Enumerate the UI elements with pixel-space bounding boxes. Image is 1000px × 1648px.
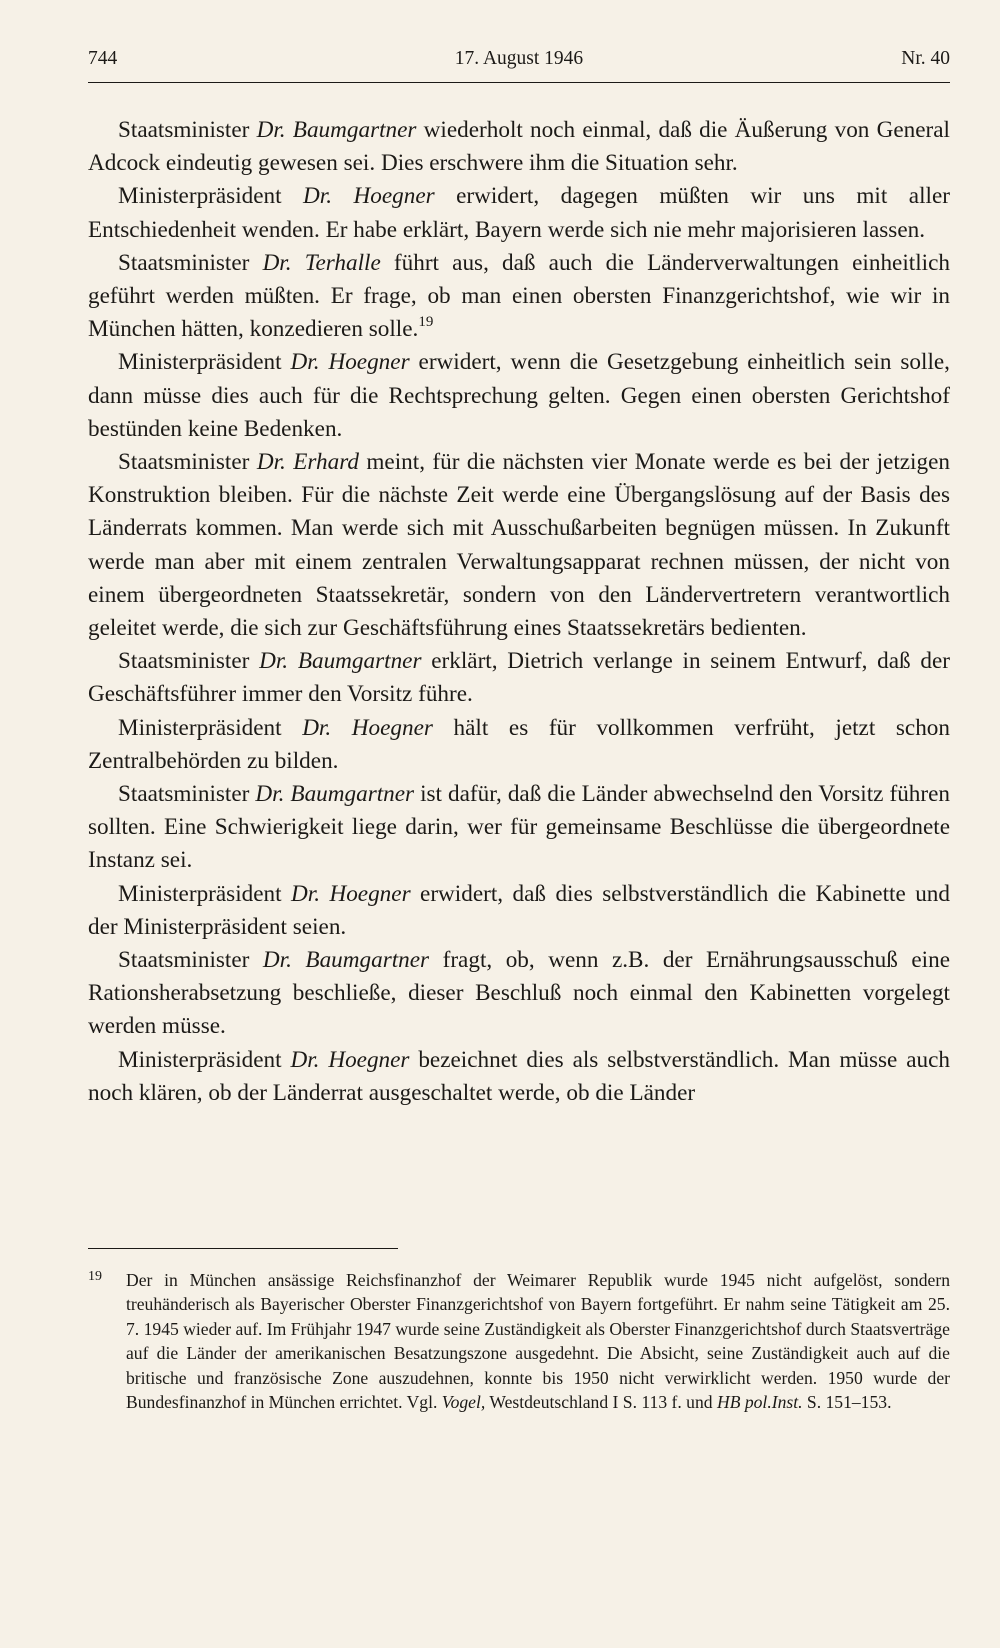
paragraph	[88, 645, 950, 711]
speaker-name: Dr. Baumgartner	[262, 947, 430, 974]
footnote-text-part: Der in München ansässige Reichsfinanzhof der Weimarer Republik wurde 1945 nicht aufgelöst, sondern treuhänderisch als Bayerischer Oberster Finanzgerichtshof von Bayern fortgeführt. Er nahm seine Tätigkeit am 25. 7. 1945 wieder auf. Im Frühjahr 1947 wurde seine Zuständigkeit als Oberster Finanzgerichtshof durch Staatsverträge auf die Länder der amerikanischen Besatzungszone ausgedehnt. Die Absicht, seine Zuständigkeit auch auf die britische und französische Zone auszudehnen, konnte bis 1950 nicht verwirklicht werden. 1950 wurde der Bundesfinanzhof in München errichtet. Vgl.	[126, 1270, 950, 1413]
speaker-title: Staatsminister	[118, 947, 263, 974]
footnote-number: 19	[88, 1269, 102, 1284]
footnote-marker[interactable]: 19	[418, 314, 434, 331]
paragraph-text: wiederholt noch einmal, daß die Äußerung von General Adcock eindeutig gewesen sei. Dies erschwere ihm die Situation sehr.	[88, 117, 950, 177]
page-number: 744	[88, 48, 118, 69]
speaker-name: Dr. Hoegner	[290, 349, 410, 376]
footnote	[88, 1268, 950, 1414]
speaker-name: Dr. Hoegner	[302, 714, 433, 741]
paragraph-text: erwidert, wenn die Gesetzgebung einheitlich sein solle, dann müsse dies auch für die Rechtsprechung gelten. Gegen einen obersten Gerichtshof bestünden keine Bedenken.	[88, 349, 950, 442]
paragraph-text: fragt, ob, wenn z.B. der Ernährungsausschuß eine Rationsherabsetzung beschließe, dieser Beschluß noch einmal den Kabinetten vorgelegt werden müsse.	[88, 947, 950, 1040]
speaker-title: Staatsminister	[118, 249, 263, 276]
header-rule	[88, 82, 950, 83]
paragraph	[88, 878, 950, 944]
speaker-name: Dr. Baumgartner	[255, 781, 415, 808]
paragraph-text: erwidert, dagegen müßten wir uns mit aller Entschiedenheit wenden. Er habe erklärt, Bayern werde sich nie mehr majorisieren lassen.	[88, 183, 950, 243]
speaker-name: Dr. Erhard	[256, 449, 359, 476]
footnote-reference: Vogel,	[441, 1392, 486, 1413]
paragraph-text: führt aus, daß auch die Länderverwaltungen einheitlich geführt werden müßten. Er frage, ob man einen obersten Finanzgerichtshof, wie wir in München hätten, konzedieren solle.	[88, 249, 950, 343]
body-text	[88, 114, 950, 1110]
paragraph	[88, 247, 950, 347]
speaker-name: Dr. Baumgartner	[259, 648, 422, 675]
speaker-name: Dr. Terhalle	[262, 249, 381, 276]
paragraph	[88, 446, 950, 645]
paragraph-text: erwidert, daß dies selbstverständlich die Kabinette und der Ministerpräsident seien.	[88, 880, 950, 940]
footnote-rule	[88, 1248, 398, 1249]
issue-number: Nr. 40	[901, 48, 950, 69]
paragraph	[88, 944, 950, 1044]
paragraph	[88, 114, 950, 180]
paragraph-text: erklärt, Dietrich verlange in seinem Entwurf, daß der Geschäftsführer immer den Vorsitz führe.	[88, 648, 950, 708]
paragraph-text: ist dafür, daß die Länder abwechselnd den Vorsitz führen sollten. Eine Schwierigkeit liege darin, wer für gemeinsame Beschlüsse die übergeordnete Instanz sei.	[88, 781, 950, 874]
speaker-title: Staatsminister	[118, 781, 256, 808]
footnote-text	[126, 1268, 950, 1414]
paragraph-text: hält es für vollkommen verfrüht, jetzt schon Zentralbehörden zu bilden.	[88, 714, 950, 774]
footnote-reference: HB pol.Inst.	[716, 1392, 803, 1413]
paragraph-text: meint, für die nächsten vier Monate werde es bei der jetzigen Konstruktion bleiben. Für die nächste Zeit werde eine Übergangslösung auf der Basis des Länderrats kommen. Man werde sich mit Ausschußarbeiten begnügen müssen. In Zukunft werde man aber mit einem zentralen Verwaltungsapparat rechnen müssen, der nicht von einem übergeordneten Staatssekretär, sondern von den Ländervertretern verantwortlich geleitet werde, die sich zur Geschäftsführung eines Staatssekretärs bedienten.	[88, 449, 950, 642]
speaker-title: Ministerpräsident	[118, 349, 291, 376]
paragraph	[88, 712, 950, 778]
speaker-title: Ministerpräsident	[118, 183, 304, 210]
speaker-title: Ministerpräsident	[118, 714, 303, 741]
paragraph	[88, 1044, 950, 1110]
speaker-title: Staatsminister	[118, 648, 260, 675]
speaker-name: Dr. Hoegner	[290, 1046, 410, 1073]
speaker-name: Dr. Hoegner	[291, 880, 411, 907]
speaker-title: Staatsminister	[118, 117, 257, 143]
speaker-title: Staatsminister	[118, 449, 257, 476]
paragraph	[88, 778, 950, 878]
paragraph-text: bezeichnet dies als selbstverständlich. Man müsse auch noch klären, ob der Länderrat ausgeschaltet werde, ob die Länder	[88, 1046, 950, 1106]
footnote-text-part: S. 151–153.	[802, 1392, 892, 1413]
speaker-title: Ministerpräsident	[118, 880, 292, 907]
paragraph	[88, 180, 950, 246]
speaker-name: Dr. Hoegner	[303, 183, 435, 210]
header-date: 17. August 1946	[454, 48, 584, 69]
footnote-text-part: Westdeutschland I S. 113 f. und	[485, 1392, 717, 1413]
speaker-title: Ministerpräsident	[118, 1046, 291, 1073]
speaker-name: Dr. Baumgartner	[256, 117, 417, 143]
running-header	[88, 48, 950, 80]
paragraph	[88, 346, 950, 446]
